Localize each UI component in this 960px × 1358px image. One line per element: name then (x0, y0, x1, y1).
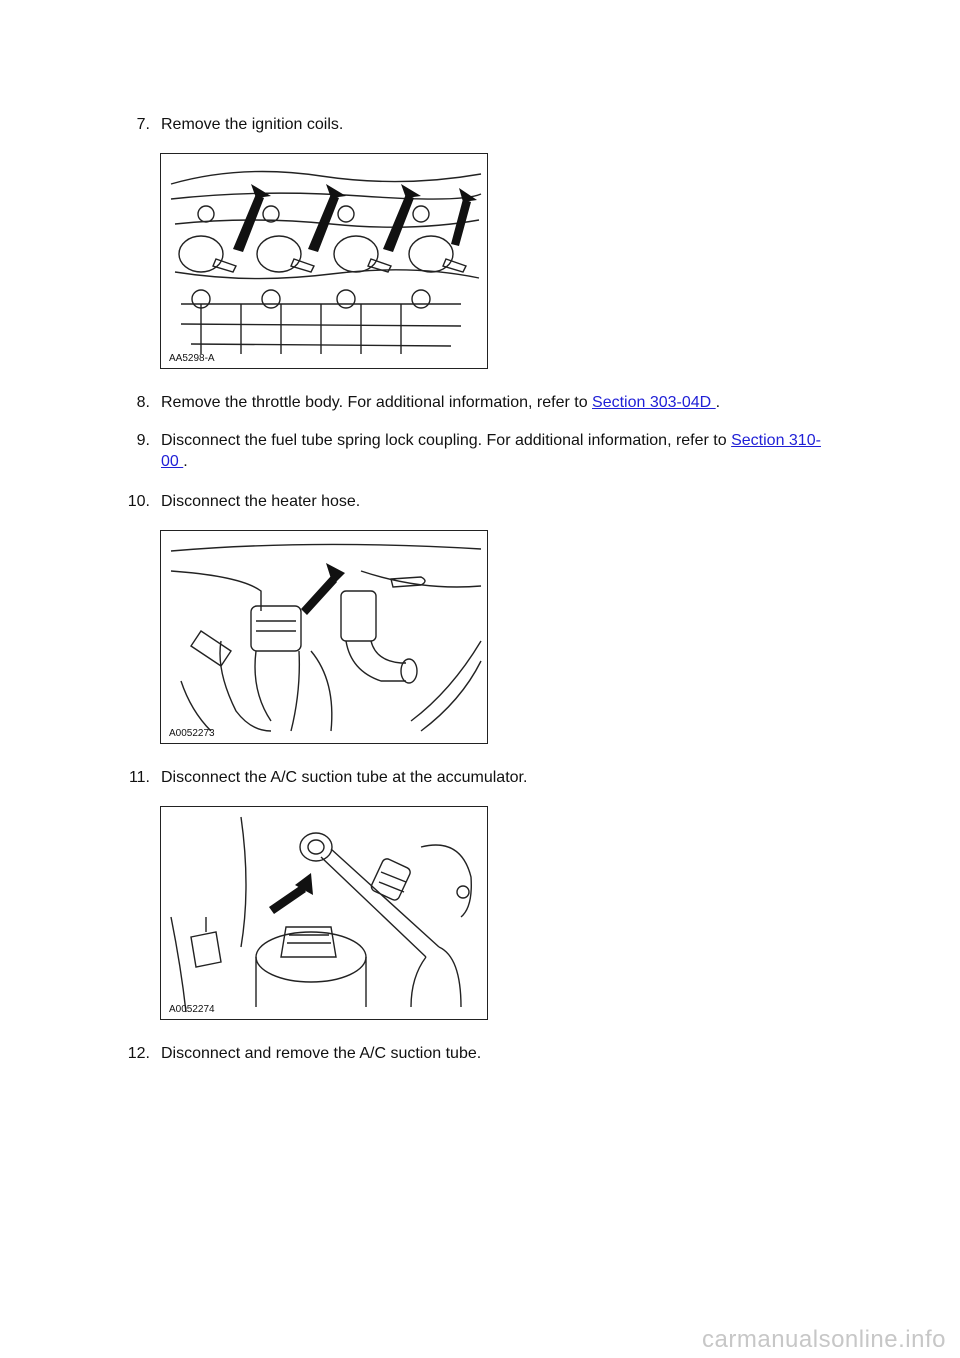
step-text (161, 430, 841, 472)
figure-ac-suction-tube (160, 806, 488, 1020)
step-text: Remove the ignition coils. (161, 116, 344, 133)
step-text-body: Disconnect the fuel tube spring lock coupling. For additional information, refer to (161, 432, 732, 449)
step-number: 11. (128, 769, 150, 786)
figure-ignition-coils (160, 153, 488, 369)
ac-suction-tube-illustration (161, 807, 487, 1019)
figure-heater-hose (160, 530, 488, 744)
heater-hose-illustration (161, 531, 487, 743)
step-text: Disconnect the heater hose. (161, 493, 361, 510)
section-303-04d-link[interactable]: Section 303-04D (592, 394, 716, 411)
step-number: 10. (127, 493, 150, 510)
pointer-arrow (301, 563, 345, 615)
step-text-body: Remove the throttle body. For additional information, refer to (161, 394, 593, 411)
step-text: Disconnect the A/C suction tube at the accumulator. (161, 769, 528, 786)
ignition-coils-illustration (161, 154, 487, 368)
step-number: 7. (136, 116, 150, 133)
step-number: 9. (136, 432, 150, 449)
step-number: 12. (127, 1045, 150, 1062)
pointer-arrow (269, 873, 313, 914)
figure-code: A0052273 (169, 728, 215, 739)
step-text (161, 392, 841, 413)
watermark: carmanualsonline.info (702, 1326, 946, 1353)
section-310-00-link[interactable]: Section 310- (731, 432, 821, 449)
step-number: 8. (136, 394, 150, 411)
section-310-00-link-cont[interactable]: 00 (161, 453, 184, 470)
step-text: Disconnect and remove the A/C suction tube. (161, 1045, 482, 1062)
figure-code: AA5298-A (169, 353, 215, 364)
figure-code: A0052274 (169, 1004, 215, 1015)
step-text-end: . (183, 453, 188, 470)
pointer-arrows (233, 184, 477, 252)
step-text-end: . (715, 394, 721, 411)
